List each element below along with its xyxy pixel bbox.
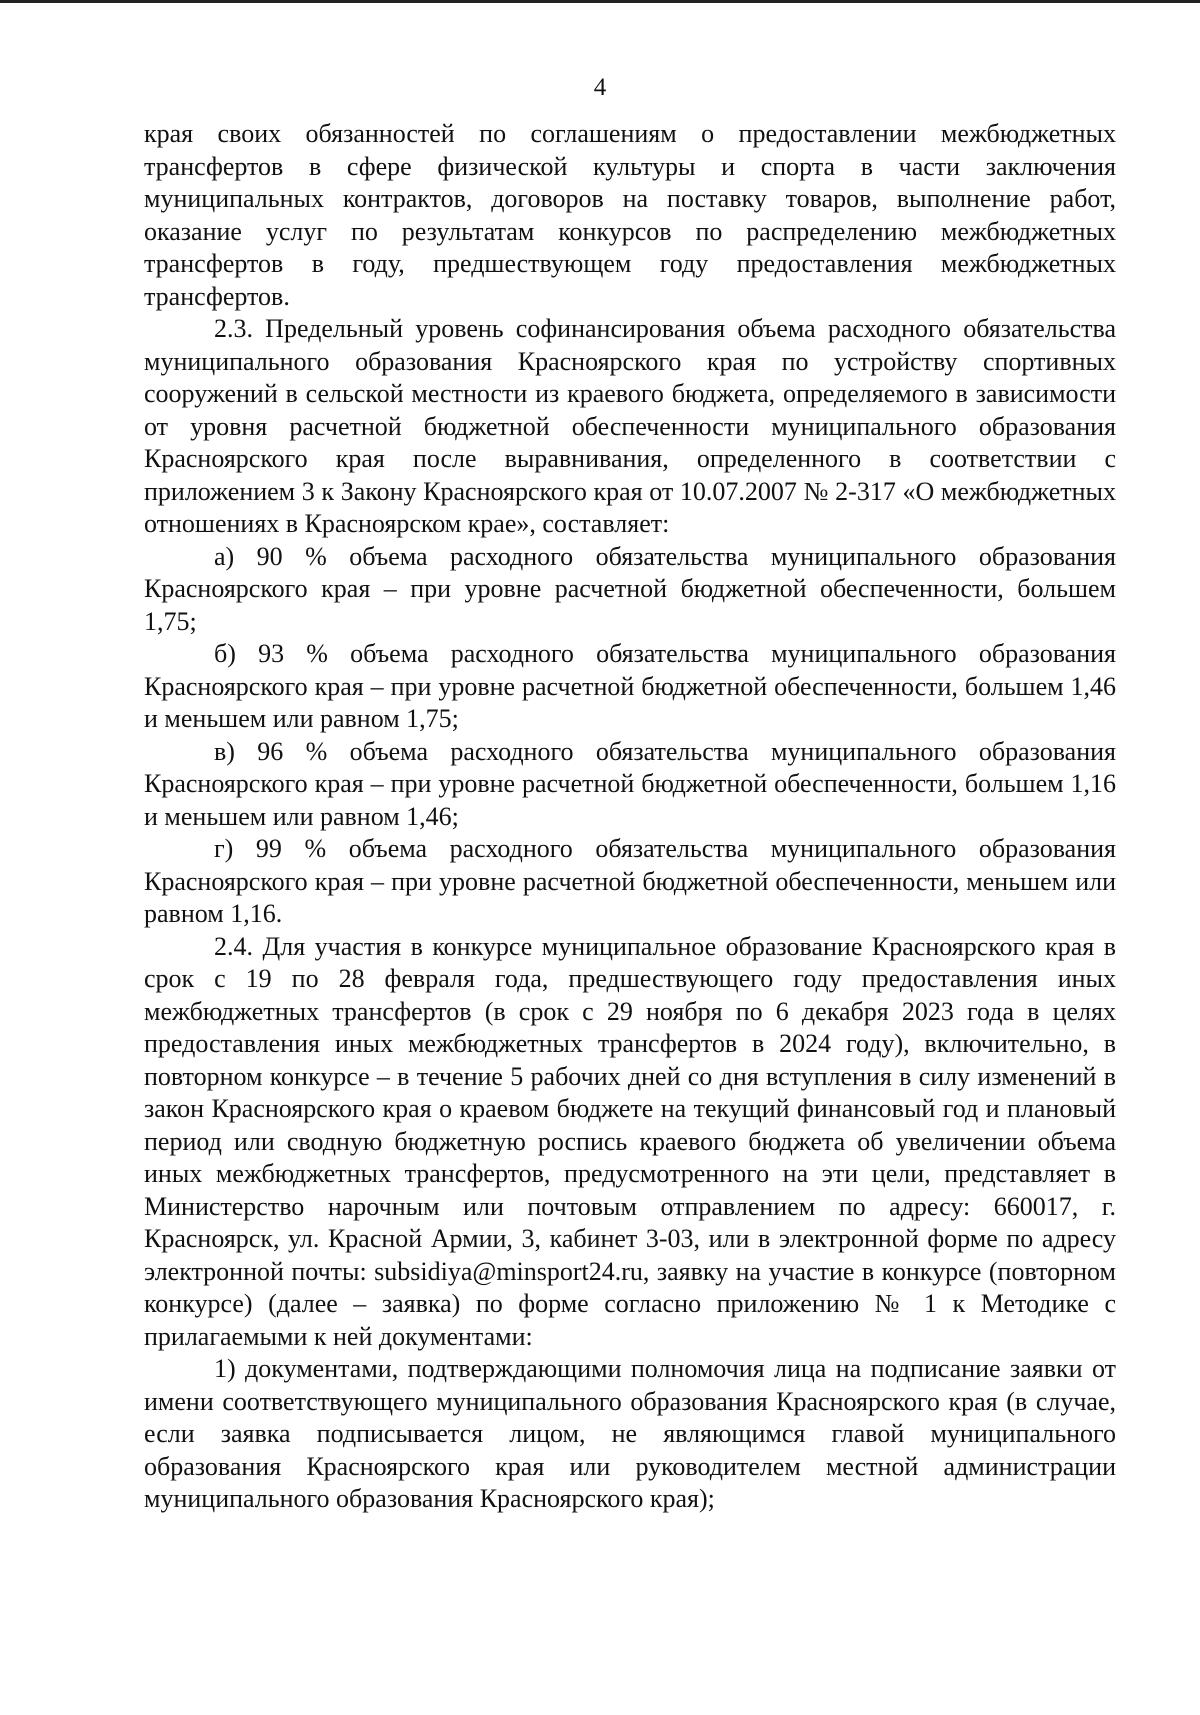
- paragraph-2-3: 2.3. Предельный уровень софинансирования объема расходного обязательства муниципального образования Красноярского края по устройству спортивных сооружений в сельской местности из краевого бюджета, определяемого в зависимости от уровня расчетной бюджетной обеспеченности муниципального образования Красноярского края после выравнивания, определенного в соответствии с приложением 3 к Закону Красноярского края от 10.07.2007 № 2-317 «О межбюджетных отношениях в Красноярском крае», составляет:: [144, 314, 1116, 538]
- list-item-b: б) 93 % объема расходного обязательства муниципального образования Красноярского края – при уровне расчетной бюджетной обеспеченности, большем 1,46 и меньшем или равном 1,75;: [144, 639, 1116, 733]
- page-number: 4: [593, 74, 607, 101]
- list-item-1: 1) документами, подтверждающими полномочия лица на подписание заявки от имени соответствующего муниципального образования Красноярского края (в случае, если заявка подписывается лицом, не являющимся главой муниципального образования Красноярского края или руководителем местной администрации муниципального образования Красноярского края);: [144, 1354, 1116, 1513]
- paragraph-continuation: края своих обязанностей по соглашениям о предоставлении межбюджетных трансфертов в сфере физической культуры и спорта в части заключения муниципальных контрактов, договоров на поставку товаров, выполнение работ, оказание услуг по результатам конкурсов по распределению межбюджетных трансфертов в году, предшествующем году предоставления межбюджетных трансфертов.: [144, 119, 1116, 311]
- list-item-v: в) 96 % объема расходного обязательства муниципального образования Красноярского края – при уровне расчетной бюджетной обеспеченности, большем 1,16 и меньшем или равном 1,46;: [144, 736, 1116, 831]
- list-item-a: а) 90 % объема расходного обязательства муниципального образования Красноярского края – при уровне расчетной бюджетной обеспеченности, большем 1,75;: [144, 541, 1116, 636]
- list-item-g: г) 99 % объема расходного обязательства муниципального образования Красноярского края – при уровне расчетной бюджетной обеспеченности, меньшем или равном 1,16.: [144, 834, 1116, 928]
- document-body: [144, 118, 1116, 1516]
- page-top-edge: [0, 0, 1200, 3]
- paragraph-2-4: 2.4. Для участия в конкурсе муниципальное образование Красноярского края в срок с 19 по 28 февраля года, предшествующего году предоставления иных межбюджетных трансфертов (в срок с 29 ноября по 6 декабря 2023 года в целях предоставления иных межбюджетных трансфертов в 2024 году), включительно, в повторном конкурсе – в течение 5 рабочих дней со дня вступления в силу изменений в закон Красноярского края о краевом бюджете на текущий финансовый год и плановый период или сводную бюджетную роспись краевого бюджета об увеличении объема иных межбюджетных трансфертов, предусмотренного на эти цели, представляет в Министерство нарочным или почтовым отправлением по адресу: 660017, г. Красноярск, ул. Красной Армии, 3, кабинет 3-03, или в электронной форме по адресу электронной почты: subsidiya@minsport24.ru, заявку на участие в конкурсе (повторном конкурсе) (далее – заявка) по форме согласно приложению № 1 к Методике с прилагаемыми к ней документами:: [144, 931, 1116, 1351]
